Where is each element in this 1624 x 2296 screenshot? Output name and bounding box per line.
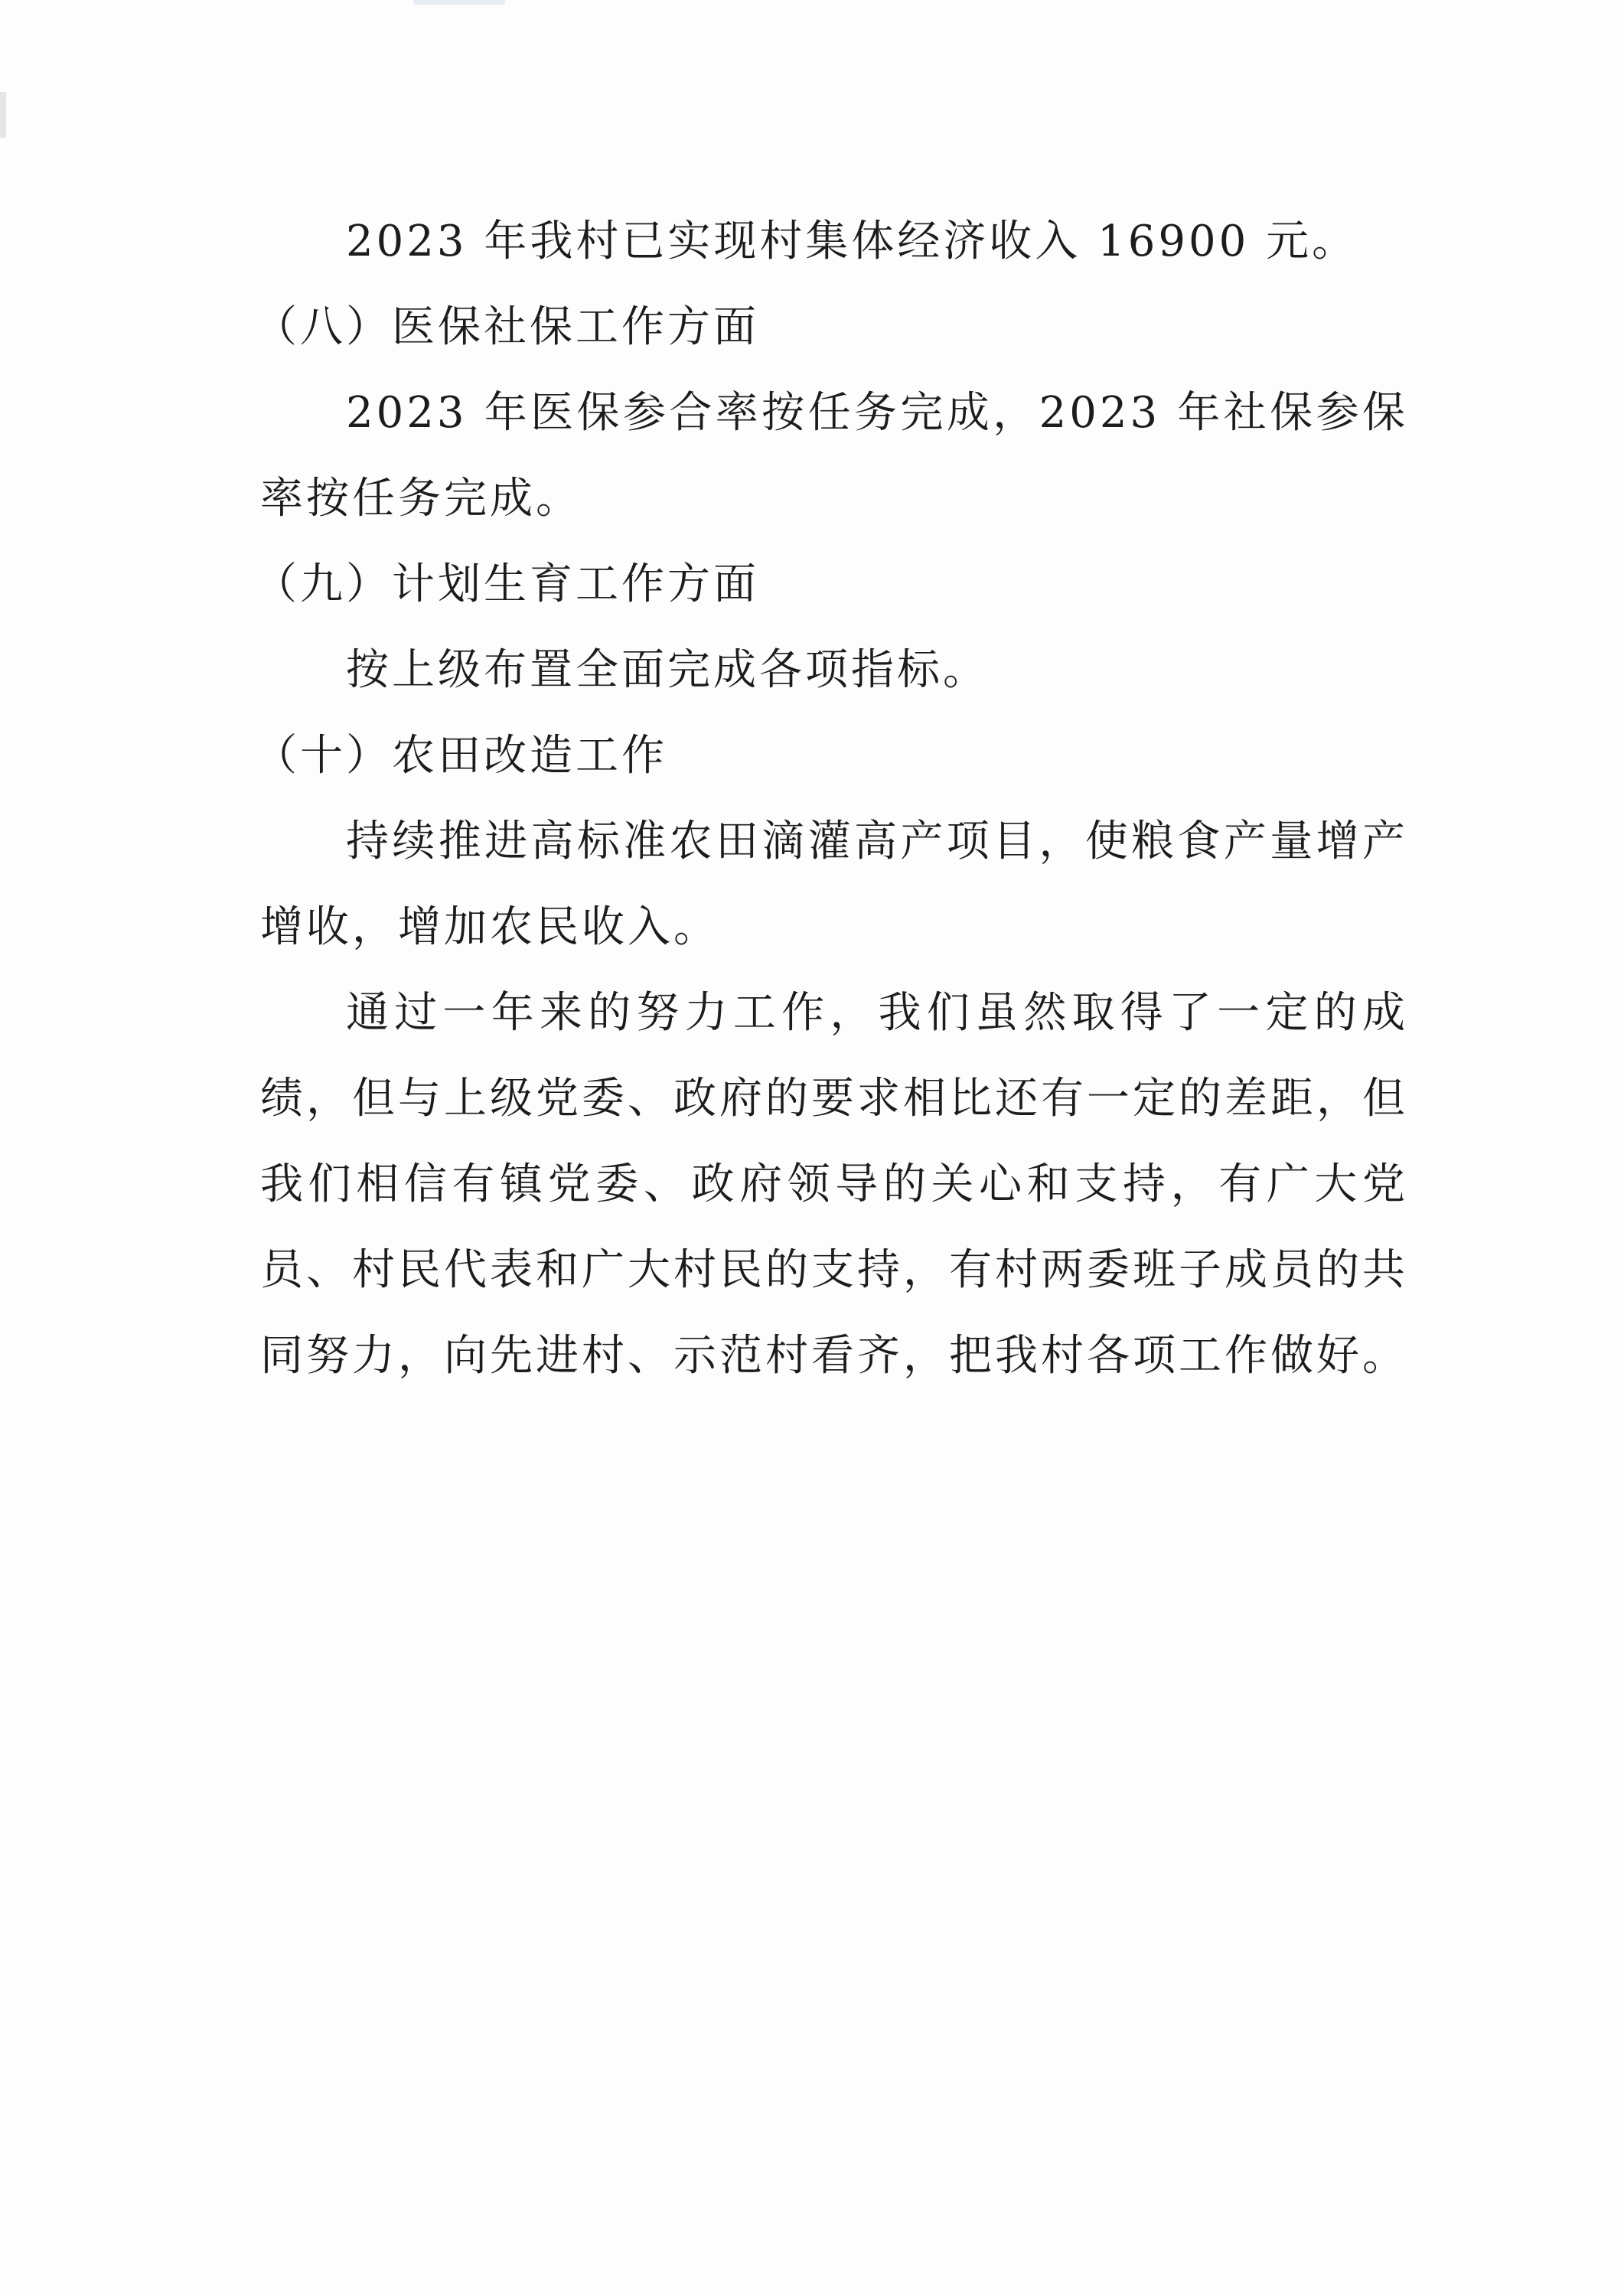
scan-edge-shadow xyxy=(0,92,6,138)
document-body xyxy=(254,199,1408,1399)
scan-artifact xyxy=(413,0,505,5)
paragraph-conclusion: 通过一年来的努力工作，我们虽然取得了一定的成绩，但与上级党委、政府的要求相比还有一定的差距，但我们相信有镇党委、政府领导的关心和支持，有广大党员、村民代表和广大村民的支持，有村两委班子成员的共同努力，向先进村、示范村看齐，把我村各项工作做好。 xyxy=(260,988,1408,1381)
paragraph-insurance-rates: 2023 年医保参合率按任务完成，2023 年社保参保率按任务完成。 xyxy=(260,388,1408,523)
paragraph-farmland-project: 持续推进高标准农田滴灌高产项目，使粮食产量增产增收，增加农民收入。 xyxy=(260,817,1408,952)
paragraph-collective-income: 2023 年我村已实现村集体经济收入 16900 元。 xyxy=(346,217,1358,266)
paragraph-family-planning: 按上级布置全面完成各项指标。 xyxy=(346,645,989,695)
section-heading-family-planning: （九）计划生育工作方面 xyxy=(254,559,759,609)
section-heading-medical-social-insurance: （八）医保社保工作方面 xyxy=(254,302,759,352)
section-heading-farmland-renovation: （十）农田改造工作 xyxy=(254,731,667,781)
